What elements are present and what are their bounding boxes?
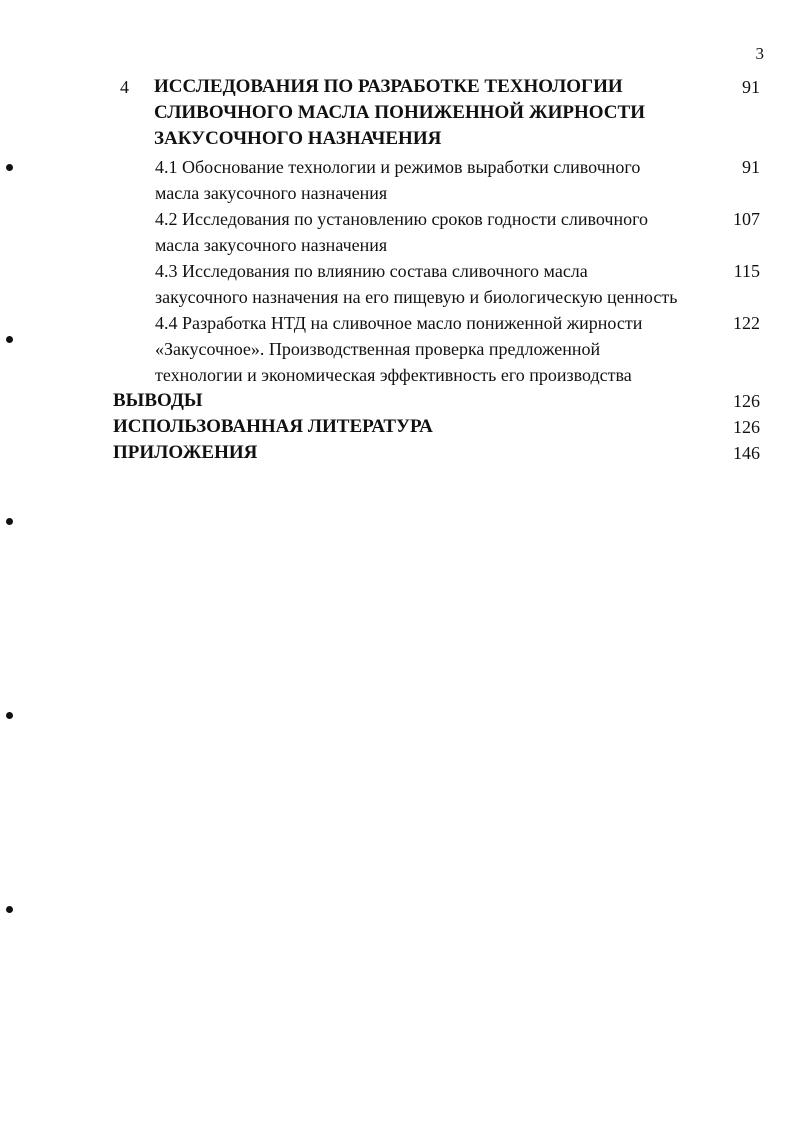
section-title: 4.3 Исследования по влиянию состава сливочного масла закусочного назначения на его пищевую и биологическую ценность — [155, 261, 678, 307]
top-level-page: 146 — [733, 443, 760, 463]
section-page: 115 — [733, 261, 760, 281]
chapter-number: 4 — [120, 77, 129, 97]
section-title: 4.4 Разработка НТД на сливочное масло пониженной жирности «Закусочное». Производственная проверка предложенной технологии и экономическая эффективность его производства — [155, 313, 643, 385]
toc-section-4-1 — [0, 154, 794, 206]
top-level-page: 126 — [733, 391, 760, 411]
toc-conclusions — [0, 388, 794, 414]
section-page: 107 — [733, 209, 760, 229]
toc-section-4-3 — [0, 258, 794, 310]
top-level-page: 126 — [733, 417, 760, 437]
toc-appendices — [0, 440, 794, 466]
binding-hole-mark — [6, 712, 13, 719]
chapter-page: 91 — [742, 77, 760, 97]
binding-hole-mark — [6, 906, 13, 913]
toc-chapter-4 — [0, 74, 794, 152]
top-level-title: ПРИЛОЖЕНИЯ — [113, 442, 258, 463]
page-number: 3 — [755, 44, 764, 63]
toc-section-4-2 — [0, 206, 794, 258]
toc-references — [0, 414, 794, 440]
section-title: 4.1 Обоснование технологии и режимов выработки сливочного масла закусочного назначения — [155, 157, 641, 203]
section-page: 122 — [733, 313, 760, 333]
toc-section-4-4 — [0, 310, 794, 388]
top-level-title: ВЫВОДЫ — [113, 390, 203, 411]
top-level-title: ИСПОЛЬЗОВАННАЯ ЛИТЕРАТУРА — [113, 416, 433, 437]
chapter-title: ИССЛЕДОВАНИЯ ПО РАЗРАБОТКЕ ТЕХНОЛОГИИ СЛИВОЧНОГО МАСЛА ПОНИЖЕННОЙ ЖИРНОСТИ ЗАКУСОЧНОГО НАЗНАЧЕНИЯ — [154, 76, 645, 149]
section-page: 91 — [742, 157, 760, 177]
binding-hole-mark — [6, 518, 13, 525]
table-of-contents — [0, 74, 794, 466]
section-title: 4.2 Исследования по установлению сроков годности сливочного масла закусочного назначения — [155, 209, 649, 255]
